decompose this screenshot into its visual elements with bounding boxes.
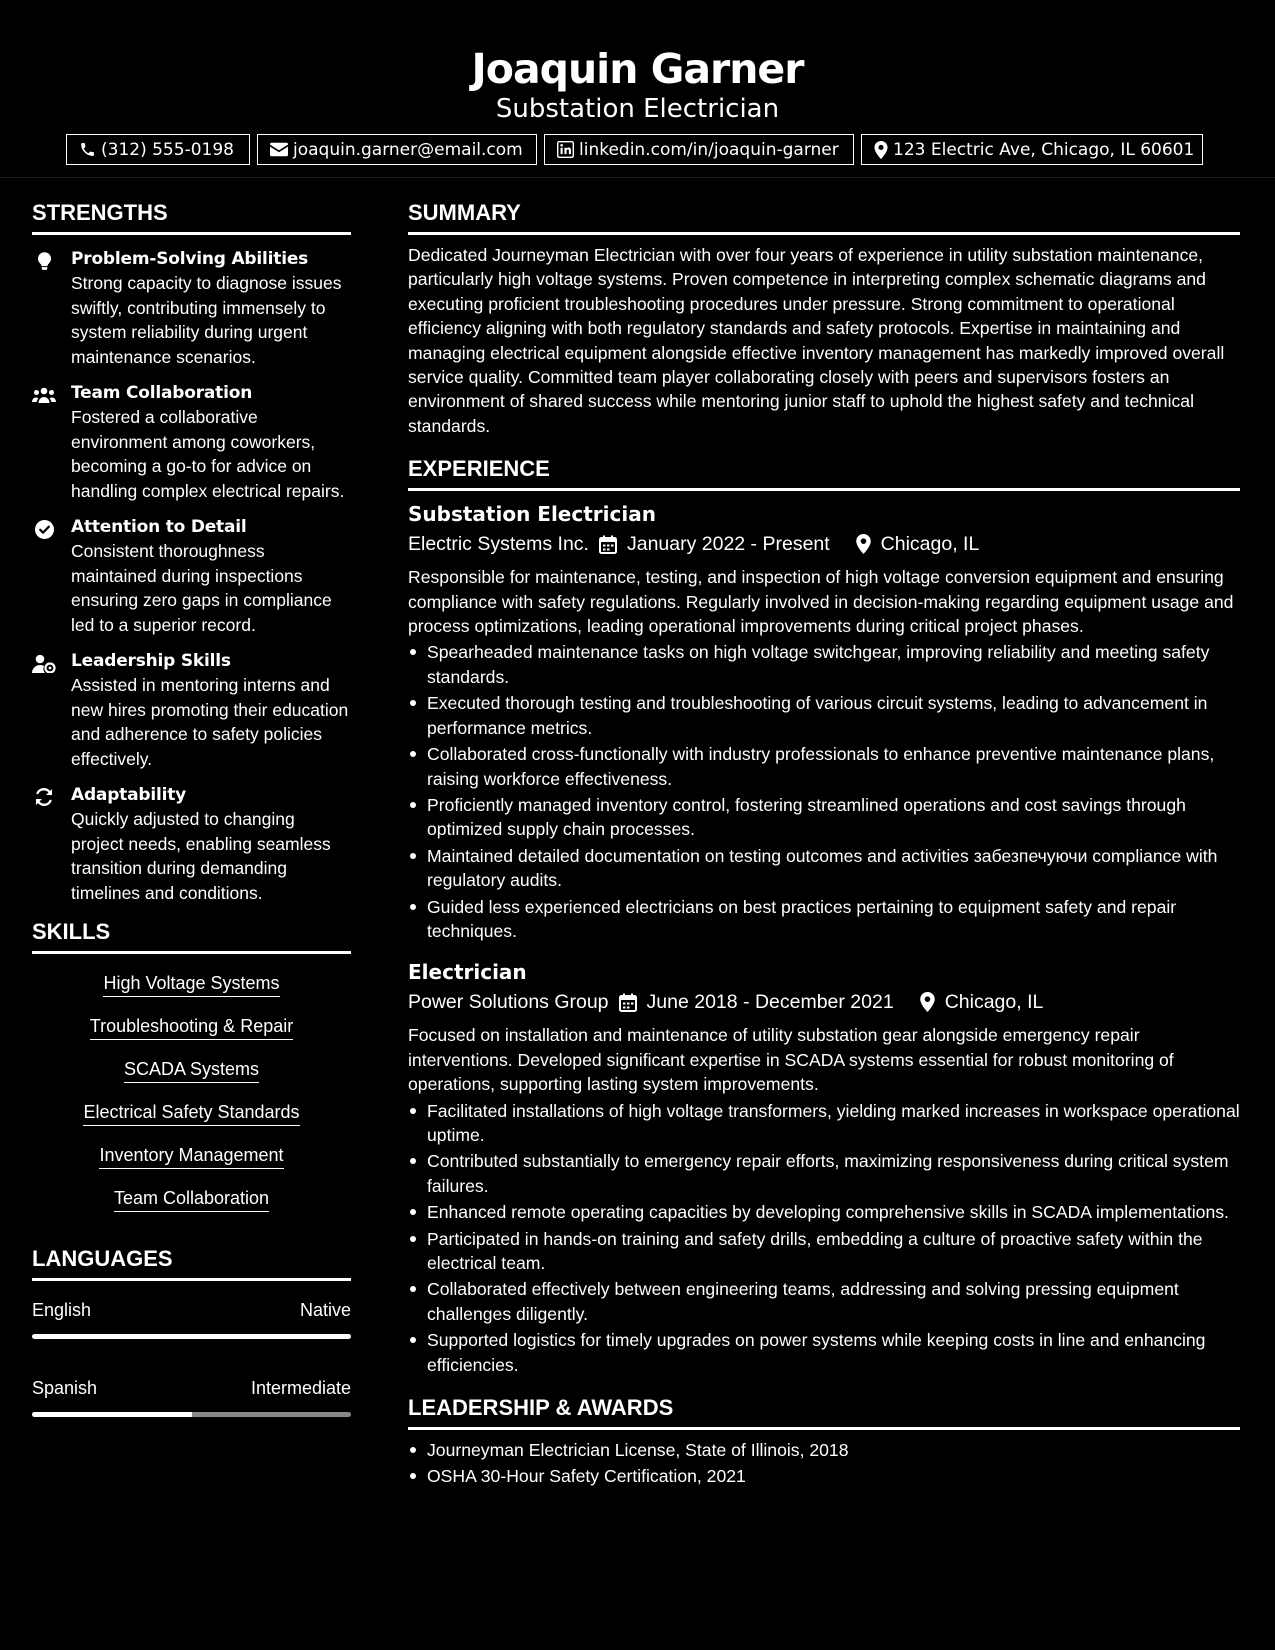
- envelope-icon: [270, 142, 288, 157]
- strength-item: [32, 783, 351, 905]
- skill-label: Electrical Safety Standards: [83, 1101, 299, 1126]
- skills-list: [32, 954, 351, 1212]
- job-entry: [408, 499, 1240, 943]
- skill-label: Troubleshooting & Repair: [90, 1015, 293, 1040]
- linkedin-icon: [557, 141, 574, 158]
- bullet-item: Supported logistics for timely upgrades on power systems while keeping costs in line and enhancing efficiencies.: [408, 1328, 1240, 1377]
- strength-title: Attention to Detail: [71, 517, 247, 537]
- skill-label: SCADA Systems: [124, 1058, 259, 1083]
- bullet-item: Collaborated effectively between engineering teams, addressing and solving pressing equipment challenges diligently.: [408, 1277, 1240, 1326]
- language-name: English: [32, 1300, 92, 1320]
- strength-desc: Assisted in mentoring interns and new hires promoting their education and adherence to safety policies effectively.: [71, 675, 349, 769]
- job-entry: [408, 957, 1240, 1377]
- languages-heading: LANGUAGES: [32, 1246, 351, 1281]
- strength-title: Leadership Skills: [71, 651, 231, 671]
- contact-linkedin[interactable]: [544, 134, 854, 165]
- award-item: OSHA 30-Hour Safety Certification, 2021: [408, 1464, 1240, 1488]
- job-location: Chicago, IL: [944, 991, 1044, 1014]
- strength-title: Adaptability: [71, 785, 187, 805]
- strength-title: Problem-Solving Abilities: [71, 249, 309, 269]
- strength-desc: Strong capacity to diagnose issues swiftly, contributing immensely to system reliability during urgent maintenance scenarios.: [71, 273, 342, 367]
- skill-item: [32, 1058, 351, 1083]
- bullet-item: Contributed substantially to emergency repair efforts, maximizing responsiveness during critical system failures.: [408, 1149, 1240, 1198]
- strength-title: Team Collaboration: [71, 383, 253, 403]
- calendar-icon: [599, 535, 617, 554]
- job-meta: [408, 529, 1240, 559]
- strengths-list: [32, 235, 351, 905]
- left-column: [32, 200, 351, 1417]
- job-dates: January 2022 - Present: [626, 533, 830, 556]
- bullet-item: Proficiently managed inventory control, fostering streamlined operations and cost savings through optimized supply chain processes.: [408, 793, 1240, 842]
- strength-item: [32, 247, 351, 369]
- bullet-item: Executed thorough testing and troubleshooting of various circuit systems, leading to advancement in performance metrics.: [408, 691, 1240, 740]
- skill-item: [32, 1187, 351, 1212]
- summary-text: Dedicated Journeyman Electrician with over four years of experience in utility substation maintenance, particularly high voltage systems. Proven competence in interpreting complex schematic diagrams and executing proficient troubleshooting procedures under pressure. Strong commitment to operational efficiency aligning with both regulatory standards and safety protocols. Expertise in maintaining and managing electrical equipment alongside effective inventory management has markedly improved overall service quality. Committed team player collaborating closely with peers and supervisors fosters an environment of shared success while mentoring junior staff to uphold the highest safety and technical standards.: [408, 245, 1225, 436]
- map-pin-icon: [856, 534, 871, 554]
- job-location: Chicago, IL: [880, 533, 980, 556]
- job-title: Substation Electrician: [408, 502, 656, 527]
- job-bullets: [408, 1099, 1240, 1377]
- language-item: [32, 1299, 351, 1339]
- email-text: joaquin.garner@email.com: [293, 139, 523, 160]
- job-company: Power Solutions Group: [408, 991, 609, 1014]
- language-level: Intermediate: [250, 1378, 351, 1398]
- strength-desc: Consistent thoroughness maintained during inspections ensuring zero gaps in compliance led to a superior record.: [71, 541, 332, 635]
- skill-label: Inventory Management: [99, 1144, 283, 1169]
- bullet-item: Guided less experienced electricians on best practices pertaining to equipment safety and repair techniques.: [408, 895, 1240, 944]
- map-pin-icon: [874, 141, 888, 159]
- skill-item: [32, 1015, 351, 1040]
- bullet-item: Collaborated cross-functionally with industry professionals to enhance preventive maintenance plans, raising workforce effectiveness.: [408, 742, 1240, 791]
- award-item: Journeyman Electrician License, State of Illinois, 2018: [408, 1438, 1240, 1462]
- skills-heading: SKILLS: [32, 919, 351, 954]
- candidate-name: Joaquin Garner: [471, 45, 804, 93]
- bullet-item: Enhanced remote operating capacities by developing comprehensive skills in SCADA implementations.: [408, 1200, 1240, 1224]
- language-bar-fill: [32, 1412, 192, 1417]
- address-text: 123 Electric Ave, Chicago, IL 60601: [893, 139, 1195, 160]
- language-bar-fill: [32, 1334, 351, 1339]
- job-title: Electrician: [408, 960, 527, 985]
- strengths-heading: STRENGTHS: [32, 200, 351, 235]
- strength-item: [32, 381, 351, 503]
- job-dates: June 2018 - December 2021: [646, 991, 894, 1014]
- language-level: Native: [299, 1300, 351, 1320]
- job-company: Electric Systems Inc.: [408, 533, 589, 556]
- linkedin-text: linkedin.com/in/joaquin-garner: [579, 139, 839, 160]
- contact-bar: [66, 134, 1216, 165]
- language-name: Spanish: [32, 1378, 98, 1398]
- contact-email[interactable]: [257, 134, 537, 165]
- resume-header: [0, 0, 1275, 178]
- skill-label: High Voltage Systems: [103, 972, 279, 997]
- skill-item: [32, 1144, 351, 1169]
- right-column: [408, 200, 1240, 1491]
- contact-phone[interactable]: [66, 134, 250, 165]
- awards-list: [408, 1438, 1240, 1489]
- awards-heading: LEADERSHIP & AWARDS: [408, 1395, 1240, 1430]
- bullet-item: Spearheaded maintenance tasks on high voltage switchgear, improving reliability and meeting safety standards.: [408, 640, 1240, 689]
- job-description: Focused on installation and maintenance of utility substation gear alongside emergency repair interventions. Developed significant expertise in SCADA systems essential for robust monitoring of operations, supporting lasting system improvements.: [408, 1025, 1174, 1095]
- language-item: [32, 1377, 351, 1417]
- summary-heading: SUMMARY: [408, 200, 1240, 235]
- bullet-item: Participated in hands-on training and safety drills, embedding a culture of proactive safety within the electrical team.: [408, 1227, 1240, 1276]
- contact-address: [861, 134, 1203, 165]
- calendar-icon: [619, 993, 637, 1012]
- lightbulb-icon: [32, 250, 56, 272]
- language-bar: [32, 1412, 351, 1417]
- check-circle-icon: [32, 518, 56, 540]
- users-icon: [32, 384, 56, 406]
- map-pin-icon: [920, 992, 935, 1012]
- skill-item: [32, 1101, 351, 1126]
- bullet-item: Maintained detailed documentation on testing outcomes and activities забезпечуючи compliance with regulatory audits.: [408, 844, 1240, 893]
- job-bullets: [408, 640, 1240, 943]
- strength-item: [32, 649, 351, 771]
- candidate-role: Substation Electrician: [495, 94, 780, 124]
- phone-text: (312) 555-0198: [101, 139, 234, 160]
- user-gear-icon: [32, 652, 56, 674]
- job-meta: [408, 987, 1240, 1017]
- skill-label: Team Collaboration: [114, 1187, 269, 1212]
- experience-heading: EXPERIENCE: [408, 456, 1240, 491]
- skill-item: [32, 972, 351, 997]
- phone-icon: [79, 141, 96, 158]
- job-description: Responsible for maintenance, testing, and inspection of high voltage conversion equipment and ensuring compliance with safety regulations. Regularly involved in decision-making regarding equipment usage and process optimizations, leading operational improvements during critical project phases.: [408, 567, 1234, 637]
- strength-item: [32, 515, 351, 637]
- strength-desc: Fostered a collaborative environment among coworkers, becoming a go-to for advice on handling complex electrical repairs.: [71, 407, 345, 501]
- bullet-item: Facilitated installations of high voltage transformers, yielding marked increases in workspace operational uptime.: [408, 1099, 1240, 1148]
- language-bar: [32, 1334, 351, 1339]
- sync-icon: [32, 786, 56, 808]
- strength-desc: Quickly adjusted to changing project needs, enabling seamless transition during demanding timelines and conditions.: [71, 809, 331, 903]
